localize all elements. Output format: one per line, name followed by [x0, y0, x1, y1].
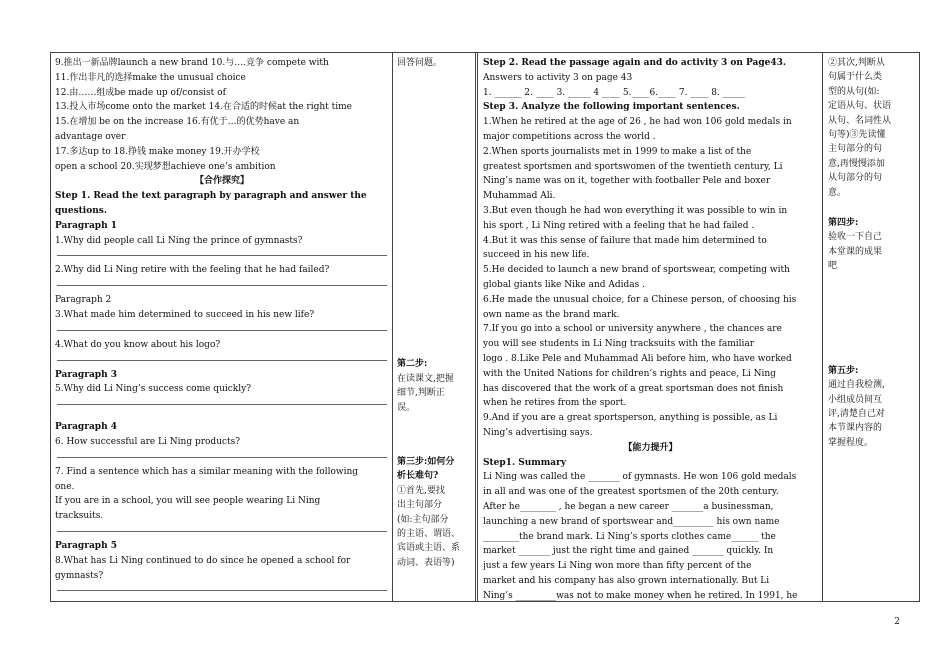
answer-line-3[interactable]	[57, 323, 387, 331]
sentence-line: own name as the brand mark.	[483, 309, 620, 320]
step4-text: 验收一下自己	[828, 232, 883, 243]
sentence-line: with the United Nations for children’s rights and peace, Li Ning	[483, 368, 776, 379]
right-column	[478, 53, 823, 601]
coop-title: 【合作探究】	[194, 176, 249, 187]
question-7-cont: one.	[55, 481, 75, 492]
guide-step3-text: 宾语或主语、系	[397, 543, 461, 554]
summary-line: Li Ning was called the _______ of gymnasts. He won 106 gold medals	[483, 472, 797, 483]
guide-column	[393, 53, 478, 601]
sentence-line: 3.But even though he had won everything it was possible to win in	[483, 205, 788, 216]
paragraph-1-heading: Paragraph 1	[55, 220, 118, 231]
summary-line: launching a new brand of sportswear and_________ his own name	[483, 516, 780, 527]
step1-heading-cont: questions.	[55, 205, 107, 216]
worksheet-table	[50, 52, 920, 602]
guide-step3-text: 出主句部分	[397, 500, 443, 511]
answer-line-6[interactable]	[57, 450, 387, 458]
notes-line: 意,再慢慢添加	[828, 158, 885, 169]
guide-top: 回答问题。	[397, 58, 443, 68]
notes-line: 句等)③先读懂	[828, 130, 886, 141]
left-column	[51, 53, 393, 601]
sentence-line: Ning’s name was on it, together with footballer Pele and boxer	[483, 176, 771, 187]
sentence-line: 6.He made the unusual choice, for a Chinese person, of choosing his	[483, 294, 797, 305]
answer-line-5[interactable]	[57, 397, 387, 405]
question-5: 5.Why did Li Ning’s success come quickly?	[55, 384, 252, 395]
guide-step3-title: 析长难句?	[397, 471, 439, 482]
sentence-line: major competitions across the world .	[483, 131, 656, 142]
notes-line: 从句、名词性从	[828, 115, 892, 126]
vocab-line: 17.多达up to 18.挣钱 make money 19.开办学校	[55, 146, 260, 157]
summary-line: After he________ , he began a new career _______a businessman,	[483, 501, 774, 512]
page-number: 2	[894, 617, 900, 627]
question-7-sentence-cont: tracksuits.	[55, 511, 104, 522]
ability-title: 【能力提升】	[623, 442, 678, 453]
step1-heading: Step 1. Read the text paragraph by paragraph and answer the	[55, 191, 367, 202]
vocab-line: 12.由……组成be made up of/consist of	[55, 87, 226, 98]
answer-line-4[interactable]	[57, 353, 387, 361]
step4-text: 吧	[828, 261, 838, 272]
notes-line: 定语从句、状语	[828, 101, 892, 112]
vocab-line: open a school 20.实现梦想achieve one’s ambition	[55, 161, 276, 172]
sentence-line: Ning’s advertising says.	[483, 427, 593, 438]
question-7-sentence: If you are in a school, you will see people wearing Li Ning	[55, 496, 321, 507]
step5-text: 掌握程度。	[828, 437, 874, 448]
vocab-line: 11.作出非凡的选择make the unusual choice	[55, 72, 246, 83]
sentence-line: succeed in his new life.	[483, 250, 590, 261]
guide-step3-text: (如:主句部分	[397, 514, 449, 525]
guide-step3-text: ①首先,要找	[397, 485, 445, 496]
question-7: 7. Find a sentence which has a similar meaning with the following	[55, 466, 359, 477]
step5-text: 评,清楚自己对	[828, 408, 885, 419]
step5-text: 通过自我检测,	[828, 380, 885, 391]
vocab-line: 13.投入市场come onto the market 14.在合适的时候at the right time	[55, 102, 352, 113]
guide-step2-text: 在读课文,把握	[397, 373, 454, 384]
question-8: 8.What has Li Ning continued to do since he opened a school for	[55, 555, 351, 566]
sentence-line: you will see students in Li Ning tracksuits with the familiar	[483, 339, 755, 350]
sentence-line: logo . 8.Like Pele and Muhammad Ali before him, who have worked	[483, 353, 792, 364]
answer-line-7[interactable]	[57, 524, 387, 532]
question-4: 4.What do you know about his logo?	[55, 339, 221, 350]
summary-line: ________the brand mark. Li Ning’s sports clothes came______ the	[483, 531, 776, 542]
sentence-line: has discovered that the work of a great sportsman does not finish	[483, 383, 784, 394]
notes-line: 从句部分的句	[828, 173, 883, 184]
step5-title: 第五步:	[828, 365, 859, 376]
summary-line: Ning’s _________was not to make money when he retired. In 1991, he	[483, 590, 798, 601]
sentence-line: when he retires from the sport.	[483, 398, 627, 409]
guide-step3-title: 第三步:如何分	[397, 457, 455, 468]
sentence-line: 2.When sports journalists met in 1999 to make a list of the	[483, 146, 752, 157]
guide-step3-text: 的主语、谓语、	[397, 529, 461, 540]
sentence-line: 5.He decided to launch a new brand of sportswear, competing with	[483, 265, 790, 276]
answer-line-1[interactable]	[57, 248, 387, 256]
guide-step2-text: 误。	[397, 402, 416, 413]
summary-heading: Step1. Summary	[483, 457, 567, 468]
notes-line: 型的从句(如:	[828, 86, 880, 97]
paragraph-4-heading: Paragraph 4	[55, 422, 118, 433]
question-8-cont: gymnasts?	[55, 570, 104, 581]
sentence-line: 1.When he retired at the age of 26 , he had won 106 gold medals in	[483, 117, 792, 128]
answers-label: Answers to activity 3 on page 43	[483, 72, 633, 83]
notes-line: 意。	[828, 187, 847, 198]
answers-blanks[interactable]: 1. ______ 2. ____ 3. _____ 4 ____ 5.____6.____ 7. ____ 8. _____	[483, 87, 746, 98]
question-3: 3.What made him determined to succeed in his new life?	[55, 309, 315, 320]
sentence-line: global giants like Nike and Adidas .	[483, 279, 646, 290]
answer-line-8[interactable]	[57, 583, 387, 591]
sentence-line: 7.If you go into a school or university anywhere , the chances are	[483, 324, 782, 335]
notes-line: 主句部分的句	[828, 144, 883, 155]
summary-line: market _______ just the right time and gained _______ quickly. In	[483, 546, 774, 557]
guide-step3-text: 动词、表语等)	[397, 557, 455, 568]
summary-line: in all and was one of the greatest sportsmen of the 20th century.	[483, 487, 779, 498]
summary-line: market and his company has also grown internationally. But Li	[483, 575, 770, 586]
vocab-line: advantage over	[55, 131, 126, 142]
question-2: 2.Why did Li Ning retire with the feeling that he had failed?	[55, 265, 330, 276]
paragraph-2-heading: Paragraph 2	[55, 295, 112, 306]
notes-column	[823, 53, 921, 601]
step2-heading: Step 2. Read the passage again and do activity 3 on Page43.	[483, 58, 787, 68]
step4-text: 本堂课的成果	[828, 246, 883, 257]
summary-line: just a few years Li Ning won more than fifty percent of the	[483, 561, 752, 572]
sentence-line: his sport , Li Ning retired with a feeling that he had failed .	[483, 220, 755, 231]
vocab-line: 15.在增加 be on the increase 16.有优于…的优势have an	[55, 117, 300, 128]
notes-line: ②其次,判断从	[828, 58, 885, 68]
step5-text: 小组成员间互	[828, 394, 883, 405]
sentence-line: Muhammad Ali.	[483, 191, 556, 202]
guide-step2-text: 细节,判断正	[397, 388, 445, 399]
step3-heading: Step 3. Analyze the following important sentences.	[483, 102, 740, 113]
paragraph-3-heading: Paragraph 3	[55, 369, 118, 380]
question-1: 1.Why did people call Li Ning the prince of gymnasts?	[55, 235, 303, 246]
question-6: 6. How successful are Li Ning products?	[55, 436, 241, 447]
answer-line-2[interactable]	[57, 278, 387, 286]
step4-title: 第四步:	[828, 218, 859, 229]
paragraph-5-heading: Paragraph 5	[55, 540, 118, 551]
vocab-line: 9.推出一新品牌launch a new brand 10.与….竞争 compete with	[55, 58, 329, 68]
guide-step2-title: 第二步:	[397, 359, 428, 370]
sentence-line: 9.And if you are a great sportsperson, anything is possible, as Li	[483, 413, 778, 424]
sentence-line: greatest sportsmen and sportswomen of the twentieth century, Li	[483, 161, 783, 172]
notes-line: 句属于什么类	[828, 72, 883, 83]
step5-text: 本节课内容的	[828, 423, 883, 434]
sentence-line: 4.But it was this sense of failure that made him determined to	[483, 235, 767, 246]
